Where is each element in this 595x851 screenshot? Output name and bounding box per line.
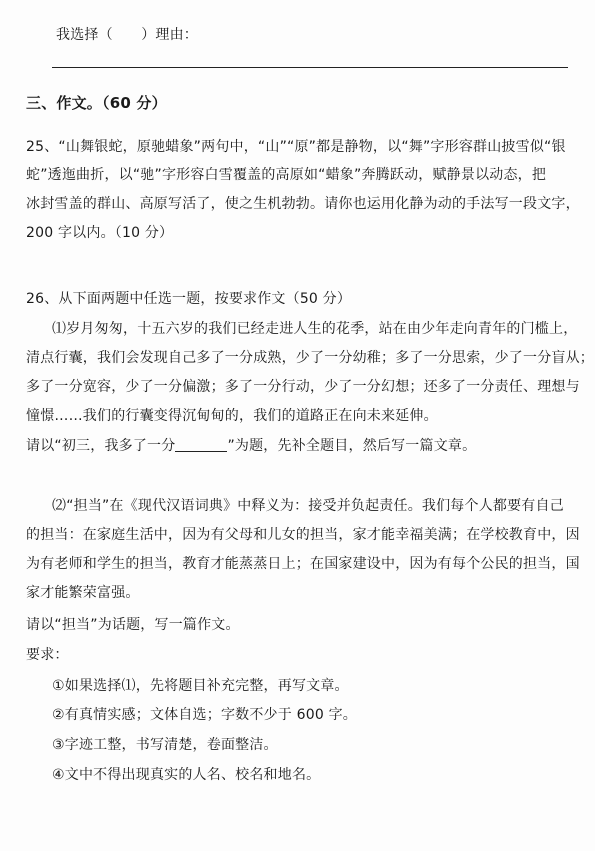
q26-option1-line: ⑴岁月匆匆，十五六岁的我们已经走进人生的花季，站在由少年走向青年的门槛上，: [52, 321, 578, 337]
q26-option1-line: 憧憬……我们的行囊变得沉甸甸的，我们的道路正在向未来延伸。: [26, 408, 438, 424]
q26-option1-prompt: [26, 437, 476, 455]
answer-rule: [52, 67, 568, 68]
prompt-text-after: ”为题，先补全题目，然后写一篇文章。: [227, 438, 477, 454]
q25-line: 冰封雪盖的群山、高原写活了，使之生机勃勃。请你也运用化静为动的手法写一段文字，: [26, 196, 580, 212]
requirement-item: ①如果选择⑴，先将题目补充完整，再写文章。: [52, 678, 349, 694]
requirement-item: ③字迹工整，书写清楚，卷面整洁。: [52, 737, 278, 753]
requirement-item: ④文中不得出现真实的人名、校名和地名。: [52, 767, 321, 783]
q26-option2-line: 的担当：在家庭生活中，因为有父母和儿女的担当，家才能幸福美满；在学校教育中，因: [26, 527, 580, 543]
choice-line: 我选择（ ）理由：: [56, 27, 198, 43]
q26-option2-line: 家才能繁荣富强。: [26, 585, 140, 601]
requirement-item: ②有真情实感；文体自选；字数不少于 600 字。: [52, 707, 357, 723]
requirements-label: 要求：: [26, 647, 69, 663]
q25-line: 蛇”透迤曲折，以“驰”字形容白雪覆盖的高原如“蜡象”奔腾跃动，赋静景以动态，把: [26, 167, 547, 183]
q25-line: 200 字以内。（10 分）: [26, 225, 174, 241]
section-3-heading: 三、作文。（60 分）: [26, 94, 167, 112]
q26-option1-line: 多了一分宽容，少了一分偏激；多了一分行动，少了一分幻想；还多了一分责任、理想与: [26, 379, 580, 395]
q25-line: 25、“山舞银蛇，原驰蜡象”两句中，“山”“原”都是静物，以“舞”字形容群山披雪似“银: [26, 139, 566, 155]
q26-heading: 26、从下面两题中任选一题，按要求作文（50 分）: [26, 291, 352, 307]
prompt-text-before: 请以“初三，我多了一分: [26, 438, 176, 454]
title-blank: [175, 437, 227, 452]
q26-option2-line: 为有老师和学生的担当，教育才能蒸蒸日上；在国家建设中，因为有每个公民的担当，国: [26, 556, 580, 572]
q26-option2-prompt: 请以“担当”为话题，写一篇作文。: [26, 617, 240, 633]
q26-option1-line: 清点行囊，我们会发现自己多了一分成熟，少了一分幼稚；多了一分思索，少了一分盲从；: [26, 350, 594, 366]
q26-option2-line: ⑵“担当”在《现代汉语词典》中释义为：接受并负起责任。我们每个人都要有自己: [52, 498, 564, 514]
